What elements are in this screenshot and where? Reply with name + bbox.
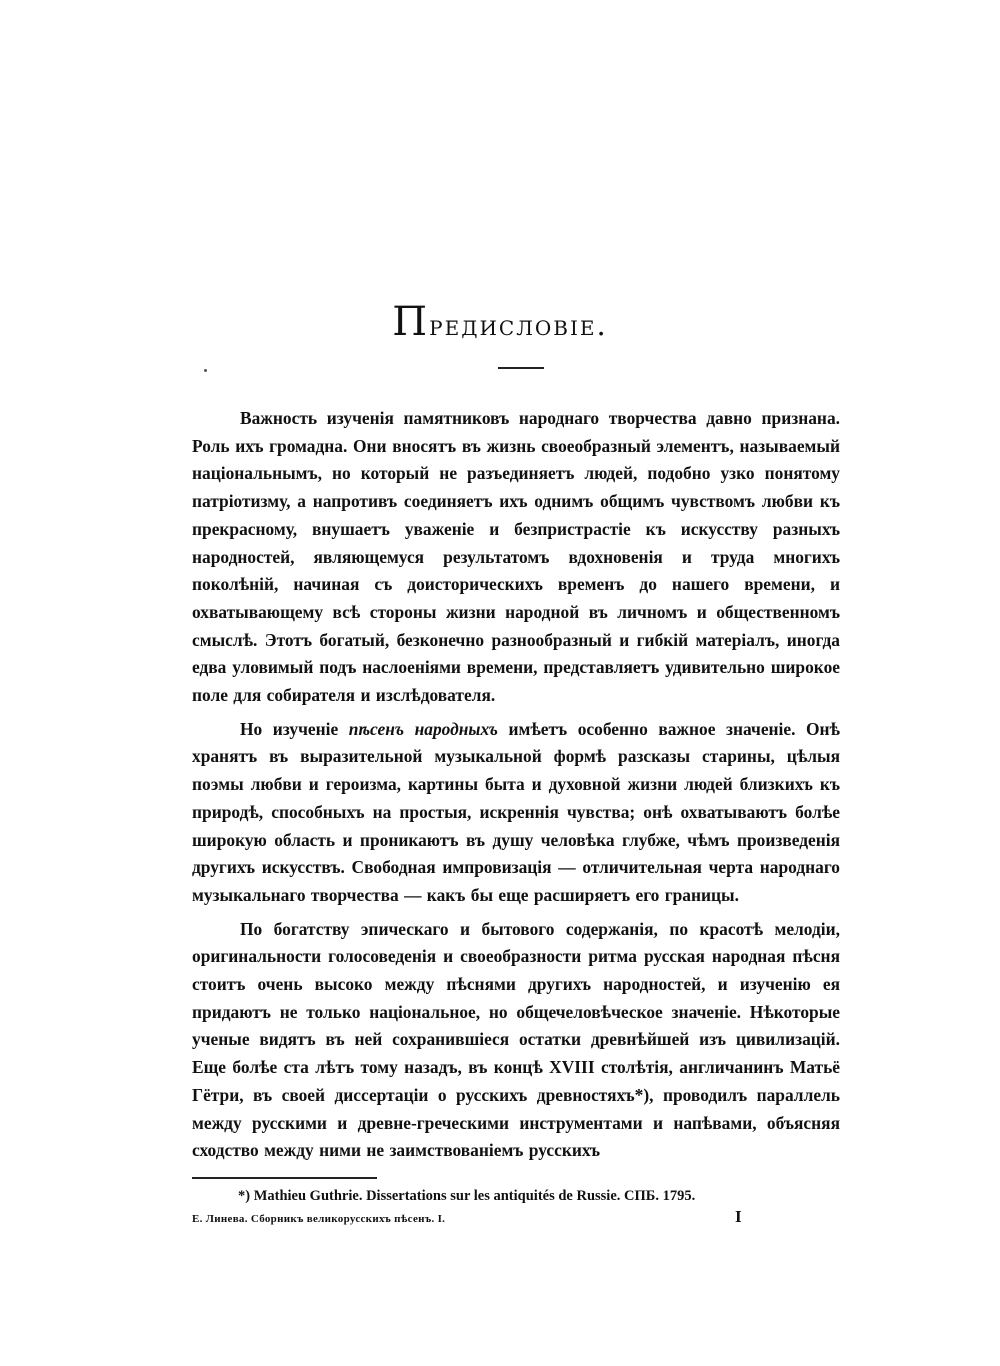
title-rest: редисловіе.	[429, 308, 608, 342]
title-initial: П	[392, 299, 430, 345]
footnote: *) Mathieu Guthrie. Dissertations sur les antiquités de Russie. СПБ. 1795.	[238, 1188, 696, 1204]
page-number: I	[735, 1207, 742, 1226]
paragraph-2-italic: пѣсенъ народныхъ	[348, 718, 498, 739]
paragraph-2	[192, 716, 840, 910]
paragraph-3: По богатству эпическаго и бытового содержанія, по красотѣ мелодіи, оригинальности голосоведенія и своеобразности ритма русская народная пѣсня стоитъ очень высоко между пѣснями другихъ народностей, и изученію ея придаютъ не только національное, но общечеловѣческое значеніе. Нѣкоторые ученые видятъ въ ней сохранившіеся остатки древнѣйшей изъ цивилизацій. Еще болѣе ста лѣтъ тому назадъ, въ концѣ XVIII столѣтія, англичанинъ Матьё Гётри, въ своей диссертаціи о русскихъ древностяхъ*), проводилъ параллель между русскими и древне-греческими инструментами и напѣвами, объясняя сходство между ними не заимствованіемъ русскихъ	[192, 918, 840, 1161]
paragraph-2-before: Но изученіе	[240, 718, 349, 739]
signature-mark: Е. Линева. Сборникъ великорусскихъ пѣсенъ. I.	[192, 1213, 446, 1225]
footnote-rule	[192, 1177, 377, 1179]
title-rule	[498, 367, 544, 369]
body-text	[192, 405, 840, 1165]
print-speck	[204, 369, 207, 372]
page-title	[330, 299, 670, 345]
paragraph-2-after: имѣетъ особенно важное значеніе. Онѣ хранятъ въ выразительной музыкальной формѣ разсказы старины, цѣлыя поэмы любви и героизма, картины быта и духовной жизни людей близкихъ къ природѣ, способныхъ на простыя, искреннія чувства; онѣ охватываютъ болѣе широкую область и проникаютъ въ душу человѣка глубже, чѣмъ произведенія другихъ искусствъ. Свободная импровизація — отличительная черта народнаго музыкальнаго творчества — какъ бы еще расширяетъ его границы.	[192, 718, 840, 905]
paragraph-1: Важность изученія памятниковъ народнаго творчества давно признана. Роль ихъ громадна. Они вносятъ въ жизнь своеобразный элементъ, называемый національнымъ, но который не разъединяетъ людей, подобно узко понятому патріотизму, а напротивъ соединяетъ ихъ однимъ общимъ чувствомъ любви къ прекрасному, внушаетъ уваженіе и безпристрастіе къ искусству разныхъ народностей, являющемуся результатомъ вдохновенія и труда многихъ поколѣній, начиная съ доисторическихъ временъ до нашего времени, и охватывающему всѣ стороны жизни народной въ личномъ и общественномъ смыслѣ. Этотъ богатый, безконечно разнообразный и гибкій матеріалъ, иногда едва уловимый подъ наслоеніями времени, представляетъ удивительно широкое поле для собирателя и изслѣдователя.	[192, 408, 840, 706]
